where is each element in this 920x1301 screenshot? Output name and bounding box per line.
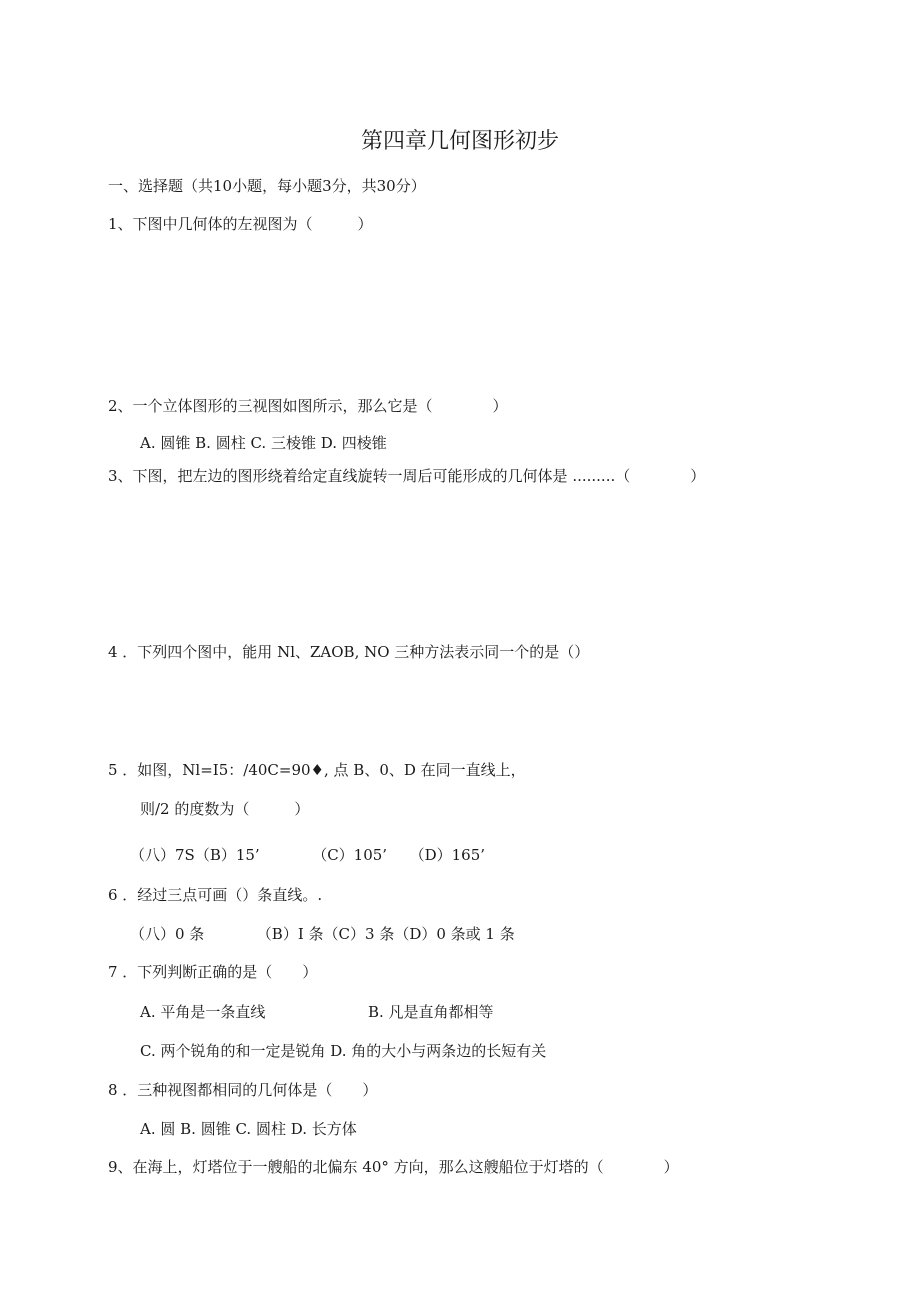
question-5-options: （八）7S（B）15’ （C）105’ （D）165’	[130, 846, 485, 864]
section-header: 一、选择题（共10小题，每小题3分，共30分）	[108, 177, 426, 195]
question-5-continuation: 则/2 的度数为（ ）	[140, 800, 310, 818]
question-1: 1、下图中几何体的左视图为（ ）	[108, 215, 373, 233]
question-5: 5 ．如图，Nl=I5：/40C=90♦, 点 B、0、D 在同一直线上，	[108, 761, 526, 779]
question-7: 7 ．下列判断正确的是（ ）	[108, 963, 318, 981]
question-6-options: （八）0 条 （B）I 条（C）3 条（D）0 条或 1 条	[130, 925, 515, 943]
question-6: 6 ．经过三点可画（）条直线。.	[108, 886, 323, 904]
question-9: 9、在海上，灯塔位于一艘船的北偏东 40° 方向，那么这艘船位于灯塔的（ ）	[108, 1158, 679, 1176]
question-7-option-b: B. 凡是直角都相等	[368, 1003, 494, 1021]
question-8: 8 ．三种视图都相同的几何体是（ ）	[108, 1081, 378, 1099]
question-2-options: A. 圆锥 B. 圆柱 C. 三棱锥 D. 四棱锥	[140, 434, 387, 452]
page-title: 第四章几何图形初步	[360, 129, 559, 154]
question-7-options-cd: C. 两个锐角的和一定是锐角 D. 角的大小与两条边的长短有关	[140, 1042, 547, 1060]
question-4: 4 ．下列四个图中，能用 Nl、ZAOB, NO 三种方法表示同一个的是（）	[108, 643, 590, 661]
question-3: 3、下图，把左边的图形绕着给定直线旋转一周后可能形成的几何体是 .........（ ）	[108, 467, 706, 485]
question-2: 2、一个立体图形的三视图如图所示，那么它是（ ）	[108, 397, 508, 415]
question-8-options: A. 圆 B. 圆锥 C. 圆柱 D. 长方体	[140, 1120, 357, 1138]
question-7-option-a: A. 平角是一条直线	[140, 1003, 266, 1021]
